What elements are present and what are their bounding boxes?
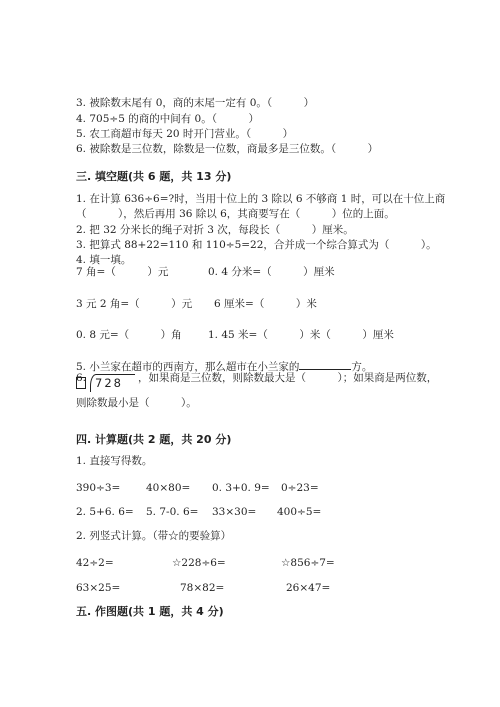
- fill-q5-prefix: 5. 小兰家在超市的西南方，那么超市在小兰家的: [76, 361, 300, 373]
- judge-q3: 3. 被除数末尾有 0，商的末尾一定有 0。（ ）: [76, 97, 315, 109]
- unit-fill-item: 6 厘米=（ ）米: [214, 298, 317, 310]
- direct-calc-item: 2. 5+6. 6=: [76, 506, 134, 518]
- calc-q1: 1. 直接写得数。: [76, 455, 153, 467]
- vertical-calc-item: ☆856÷7=: [281, 557, 335, 569]
- fill-q4: 4. 填一填。: [76, 254, 132, 266]
- direct-calc-item: 390÷3=: [76, 482, 121, 494]
- unit-fill-item: 0. 4 分米=（ ）厘米: [208, 266, 335, 278]
- answer-blank: [299, 359, 351, 370]
- fill-q2: 2. 把 32 分米长的绳子对折 3 次，每段长（ ）厘米。: [76, 224, 354, 236]
- fill-q6-text: ，如果商是三位数，则除数最大是（ ）；如果商是两位数，: [138, 372, 438, 384]
- fill-q1-line2: （ ），然后再用 36 除以 6，其商要写在（ ）位的上面。: [76, 208, 395, 220]
- fill-q1-line1: 1. 在计算 636÷6=?时，当用十位上的 3 除以 6 不够商 1 时，可以在十位上商: [76, 193, 446, 205]
- direct-calc-item: 0÷23=: [281, 482, 319, 494]
- unit-fill-item: 0. 8 元=（ ）角: [76, 329, 182, 341]
- section-4-heading: 四. 计算题(共 2 题，共 20 分): [76, 433, 232, 446]
- fill-q6-text2: 则除数最小是（ ）。: [76, 397, 197, 409]
- unit-fill-item: 7 角=（ ）元: [76, 266, 169, 278]
- calc-q2: 2. 列竖式计算。（带☆的要验算）: [76, 530, 232, 542]
- vertical-calc-item: 78×82=: [180, 582, 225, 594]
- vertical-calc-item: 42÷2=: [76, 557, 114, 569]
- fill-q6-label: 6.: [76, 372, 87, 384]
- section-5-heading: 五. 作图题(共 1 题，共 4 分): [76, 605, 224, 618]
- unit-fill-item: 1. 45 米=（ ）米（ ）厘米: [208, 329, 394, 341]
- section-3-heading: 三. 填空题(共 6 题，共 13 分): [76, 170, 232, 183]
- direct-calc-item: 400÷5=: [277, 506, 322, 518]
- fill-q3: 3. 把算式 88+22=110 和 110÷5=22，合并成一个综合算式为（ ）。: [76, 239, 437, 251]
- direct-calc-item: 0. 3+0. 9=: [212, 482, 270, 494]
- fill-q5-suffix: 方。: [351, 361, 373, 373]
- judge-q4: 4. 705÷5 的商的中间有 0。（ ）: [76, 113, 259, 125]
- direct-calc-item: 40×80=: [146, 482, 191, 494]
- judge-q6: 6. 被除数是三位数，除数是一位数，商最多是三位数。（ ）: [76, 143, 379, 155]
- direct-calc-item: 33×30=: [212, 506, 257, 518]
- vertical-calc-item: 26×47=: [286, 582, 331, 594]
- dividend: 728: [95, 376, 123, 390]
- direct-calc-item: 5. 7-0. 6=: [146, 506, 199, 518]
- judge-q5: 5. 农工商超市每天 20 时开门营业。（ ）: [76, 128, 294, 140]
- divisor-box: [76, 377, 86, 389]
- unit-fill-item: 3 元 2 角=（ ）元: [76, 298, 193, 310]
- vertical-calc-item: 63×25=: [76, 582, 121, 594]
- long-division-sign: [76, 374, 136, 392]
- vertical-calc-item: ☆228÷6=: [172, 557, 226, 569]
